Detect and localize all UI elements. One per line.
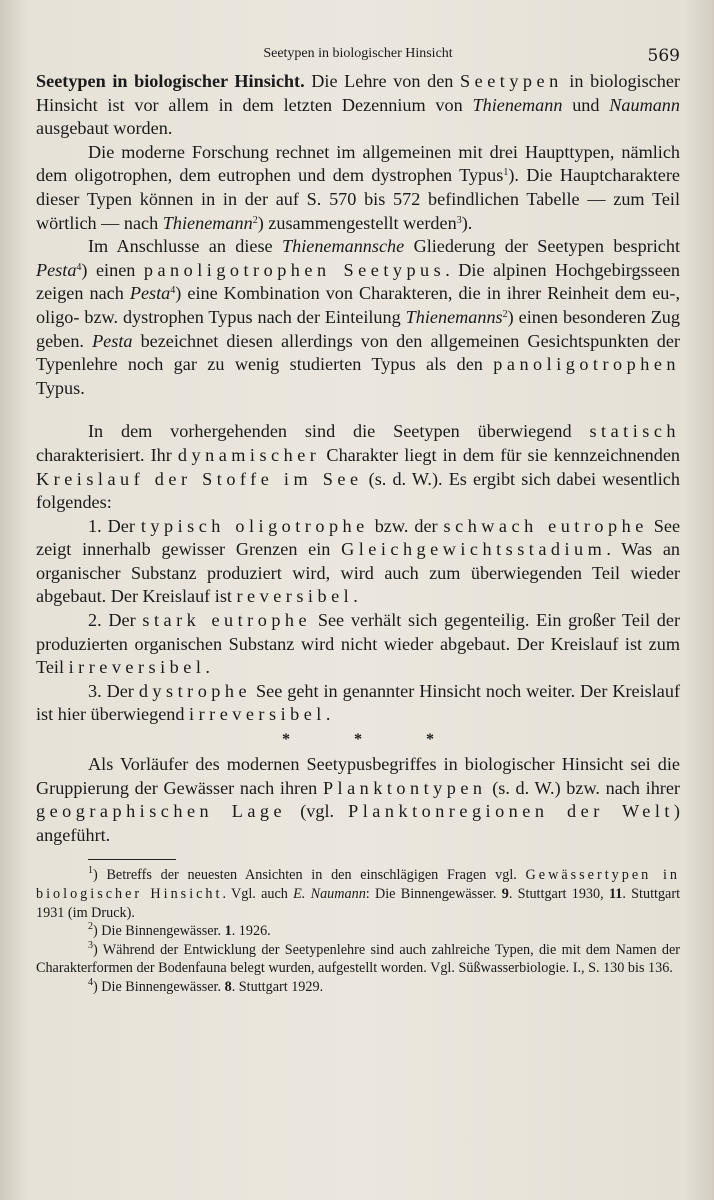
spaced-term: dystrophe [138, 680, 252, 701]
volume-number: 8 [224, 978, 232, 995]
text-run: ) Die Binnengewässer. [93, 978, 225, 995]
spaced-term: schwach eutrophe [443, 515, 648, 536]
paragraph-pesta [36, 235, 680, 400]
spaced-term: Planktonregionen der Welt [348, 801, 674, 822]
text-run: See verhält sich gegenteilig. Ein großer Teil der produzierten organischen Substanz wird nicht wieder abgebaut. Der Kreislauf ist zum Teil [36, 610, 680, 678]
text-run: In dem vorhergehenden sind die Seetypen überwiegend [88, 421, 590, 442]
text-run: . 1926. [231, 923, 271, 940]
footnote-rule [88, 859, 176, 860]
footnote-number: 1 [88, 865, 93, 877]
footnote-ref: 4 [76, 261, 82, 273]
text-run: See geht in genannter Hinsicht noch weiter. Der Kreislauf ist hier überwiegend [36, 680, 681, 725]
list-item-1 [36, 515, 680, 609]
spaced-term: Planktontypen [322, 777, 487, 798]
footnote-number: 3 [88, 939, 93, 951]
footnote-ref: 2 [502, 308, 508, 320]
text-run: in biologischer Hinsicht ist vor allem in dem letzten Dezennium von [36, 71, 680, 115]
author-name: Thienemannsche [281, 236, 405, 257]
paragraph-intro [36, 70, 680, 141]
text-run: . [205, 657, 210, 678]
footnote-2 [36, 922, 680, 941]
paragraph-dynamik [36, 420, 680, 514]
author-name: Pesta [92, 330, 133, 351]
text-run: . Was an organischer Substanz produziert wird, wird auch zum überwiegenden Teil wieder abgebaut. Der Kreislauf ist [36, 539, 680, 607]
spaced-term: typisch oligotrophe [140, 515, 369, 536]
text-run: bzw. der [368, 515, 444, 536]
text-run: ) Betreffs der neuesten Ansichten in den einschlägigen Fragen vgl. [93, 867, 526, 884]
footnote-4 [36, 978, 680, 997]
text-run: . [325, 704, 331, 725]
text-run: ) eine Kombination von Charakteren, die in ihrer Reinheit dem eu-, oligo- bzw. dystrophen Typus nach der Einteilung [36, 283, 680, 327]
spaced-term: reversibel [236, 586, 354, 607]
text-run: ) einen [81, 259, 144, 280]
text-run: Charakter liegt in dem für sie kennzeichnenden [320, 444, 681, 465]
text-run: ). Die Hauptcharaktere dieser Typen können in in der auf S. 570 bis 572 befindlichen Tabelle — zum Teil wörtlich — nach [36, 165, 680, 233]
text-run: Typus. [36, 377, 85, 398]
spaced-term: dynamischer [177, 444, 321, 465]
list-item-3 [36, 680, 680, 727]
text-run: (vgl. [286, 801, 349, 822]
text-run: . Stuttgart 1931 (im Druck). [36, 886, 681, 921]
page-number: 569 [647, 46, 680, 66]
text-run: . Stuttgart 1929. [231, 978, 324, 995]
spaced-term: statisch [589, 421, 680, 442]
author-name: Naumann [609, 94, 680, 115]
text-run: bezeichnet diesen allerdings von den allgemeinen Gesichtspunkten der Typenlehre noch gar zu wenig studierten Typus als den [36, 330, 680, 375]
spaced-term: Kreislauf der Stoffe im See [36, 468, 363, 489]
volume-number: 11 [608, 886, 623, 902]
text-run: Als Vorläufer des modernen Seetypusbegriffes in biologischer Hinsicht sei die Gruppierung der Gewässer nach ihren [36, 754, 680, 798]
spaced-term: irreversibel [189, 704, 326, 725]
paragraph-haupttypen [36, 141, 680, 235]
spaced-term: panoligotrophen Seetypus [143, 259, 446, 280]
text-run: (s. d. W.). Es ergibt sich dabei wesentlich folgendes: [36, 468, 680, 513]
paragraph-plankton [36, 753, 680, 847]
text-run: Die Lehre von den [304, 71, 460, 91]
spaced-term: Gleichgewichtsstadium [341, 539, 607, 560]
text-run: 2. Der [88, 610, 143, 631]
article-heading: Seetypen in biologischer Hinsicht. [36, 71, 305, 91]
author-name: Thienemann [162, 212, 253, 233]
text-run: ) Während der Entwicklung der Seetypenlehre sind auch zahlreiche Typen, die mit dem Namen der Charakterformen der Bodenfauna belegt wurden, aufgestellt worden. Vgl. Süßwasserbiologie. I., S. 130 bis 136. [36, 941, 680, 977]
volume-number: 1 [224, 923, 232, 940]
running-head [36, 40, 680, 70]
text-run: ausgebaut worden. [36, 118, 173, 139]
spaced-term: panoligotrophen [493, 354, 680, 375]
footnote-ref: 3 [456, 214, 462, 226]
list-item-2 [36, 609, 680, 680]
author-name: E. Naumann [293, 886, 366, 902]
spaced-term: stark eutrophe [142, 610, 312, 631]
author-name: Pesta [36, 259, 77, 280]
running-title: Seetypen in biologischer Hinsicht [263, 46, 453, 61]
text-run: . [353, 586, 358, 607]
text-run: (s. d. W.) bzw. nach ihrer [486, 777, 680, 798]
footnotes [36, 866, 680, 996]
text-run: . Vgl. auch [222, 886, 294, 902]
asterism-separator: * * * [282, 731, 464, 749]
spaced-term: Seetypen [460, 71, 563, 91]
footnote-ref: 1 [503, 167, 509, 179]
text-run: und [562, 94, 610, 115]
spaced-term: geographischen Lage [36, 801, 287, 822]
text-run: 1. Der [88, 515, 141, 536]
main-text [36, 70, 680, 847]
text-run: Im Anschlusse an diese [88, 236, 282, 257]
author-name: Thienemann [472, 94, 563, 115]
text-run: ) zusammengestellt werden [257, 212, 457, 233]
footnote-1 [36, 866, 680, 922]
text-run: : Die Binnengewässer. [365, 886, 502, 902]
text-run: . Stuttgart 1930, [508, 886, 609, 902]
author-name: Pesta [129, 283, 171, 304]
text-run: ). [461, 212, 473, 233]
text-run: charakterisiert. Ihr [36, 444, 178, 465]
text-run: ) angeführt. [36, 801, 680, 845]
author-name: Thienemanns [405, 306, 503, 327]
section-gap [36, 400, 680, 420]
footnote-ref: 2 [252, 214, 258, 226]
footnote-number: 4 [88, 976, 93, 988]
spaced-term: irreversibel [68, 657, 206, 678]
text-run: Die moderne Forschung rechnet im allgemeinen mit drei Haupttypen, nämlich dem oligotrophen, dem eutrophen und dem dystrophen Typus [36, 141, 680, 186]
text-run: 3. Der [88, 680, 139, 701]
spaced-term: Gewässertypen in biologischer Hinsicht [36, 867, 680, 902]
text-run: . Die alpinen Hochgebirgsseen zeigen nach [36, 259, 680, 304]
text-run: Gliederung der Seetypen bespricht [404, 236, 680, 257]
text-run: ) einen besonderen Zug geben. [36, 306, 680, 351]
text-run: ) Die Binnengewässer. [93, 923, 225, 940]
volume-number: 9 [501, 886, 509, 902]
footnote-3 [36, 941, 680, 978]
footnote-ref: 4 [170, 285, 176, 297]
footnote-number: 2 [88, 921, 93, 933]
text-run: See zeigt innerhalb gewisser Grenzen ein [36, 515, 681, 560]
